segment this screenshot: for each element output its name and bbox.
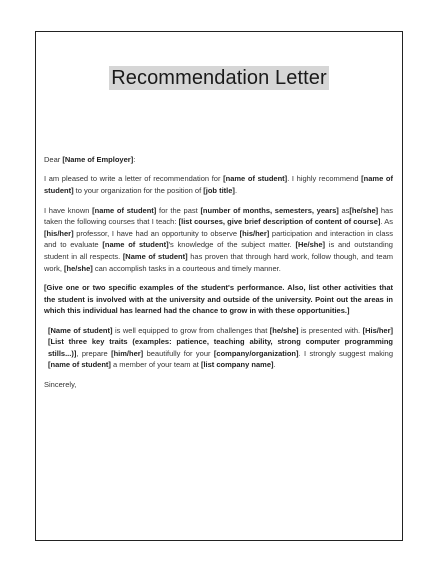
text: . As <box>380 217 393 227</box>
placeholder: [his/her] <box>44 228 74 238</box>
placeholder: [he/she] <box>349 205 379 215</box>
paragraph-relationship <box>44 205 393 275</box>
text: can accomplish tasks in a courteous and timely manner. <box>92 263 281 273</box>
placeholder: [name of student] <box>44 174 393 196</box>
title-container <box>36 66 402 90</box>
text: has taken the following courses that I teach: <box>44 205 393 227</box>
placeholder: [number of months, semesters, years] <box>200 205 339 215</box>
letter-body <box>44 154 393 398</box>
placeholder: [job title] <box>203 186 235 196</box>
placeholder: [list courses, give brief description of content of course] <box>178 217 381 227</box>
placeholder: [him/her] <box>111 348 144 358</box>
text: a member of your team at <box>110 360 201 370</box>
salutation-colon: : <box>133 155 136 164</box>
placeholder: [company/organization] <box>213 348 299 358</box>
placeholder: [his/her] <box>239 228 270 238</box>
text: . I highly recommend <box>287 174 362 184</box>
placeholder: [name of student] <box>102 240 169 250</box>
text: is presented with. <box>298 325 363 335</box>
text: I am pleased to write a letter of recommendation for <box>44 174 224 184</box>
letter-page <box>35 31 403 541</box>
closing: Sincerely, <box>44 379 77 389</box>
placeholder: [he/she] <box>64 263 93 273</box>
placeholder: [His/her] <box>362 325 394 335</box>
text: has proven that through hard work, follow though, and team work, <box>44 251 394 273</box>
text: for the past <box>156 205 201 215</box>
salutation-text: Dear <box>44 155 63 164</box>
document-title: Recommendation Letter <box>111 67 327 89</box>
text: . <box>273 360 276 370</box>
paragraph-examples: [Give one or two specific examples of the student's performance. Also, list other activities that the student is involved with at the university and outside of the university. Point out the areas in which this individual has learned had the chance to grow in with these opportunities.] <box>44 283 393 316</box>
placeholder-employer: [Name of Employer] <box>62 155 134 164</box>
text: . I strongly suggest making <box>298 348 393 358</box>
text: . <box>234 186 238 196</box>
placeholder: [he/she] <box>269 325 299 335</box>
placeholder: [list company name] <box>200 360 274 370</box>
placeholder: [name of student] <box>48 360 111 370</box>
placeholder: [name of student] <box>92 205 157 215</box>
text: professor, I have had an opportunity to observe <box>73 228 240 238</box>
paragraph-traits <box>44 325 393 371</box>
placeholder: [List three key traits (examples: patience, teaching ability, strong computer programming stills...)] <box>48 337 393 358</box>
text: 's knowledge of the subject matter. <box>168 240 296 250</box>
text: is and outstanding student in all respects. <box>44 240 393 261</box>
text: beautifully for your <box>143 348 214 358</box>
placeholder: [Name of student] <box>48 325 113 335</box>
placeholder: [name of student] <box>223 174 288 184</box>
salutation <box>44 154 393 166</box>
paragraph-intro <box>44 173 393 196</box>
text: is well equipped to grow from challenges that <box>112 325 270 335</box>
text: I have known <box>44 205 93 215</box>
text: as <box>338 205 350 215</box>
text: to your organization for the position of <box>73 186 204 196</box>
text: , prepare <box>76 348 112 358</box>
placeholder: [Name of student] <box>122 251 188 261</box>
placeholder: [He/she] <box>295 240 326 250</box>
text: participation and interaction in class and to evaluate <box>44 228 393 250</box>
